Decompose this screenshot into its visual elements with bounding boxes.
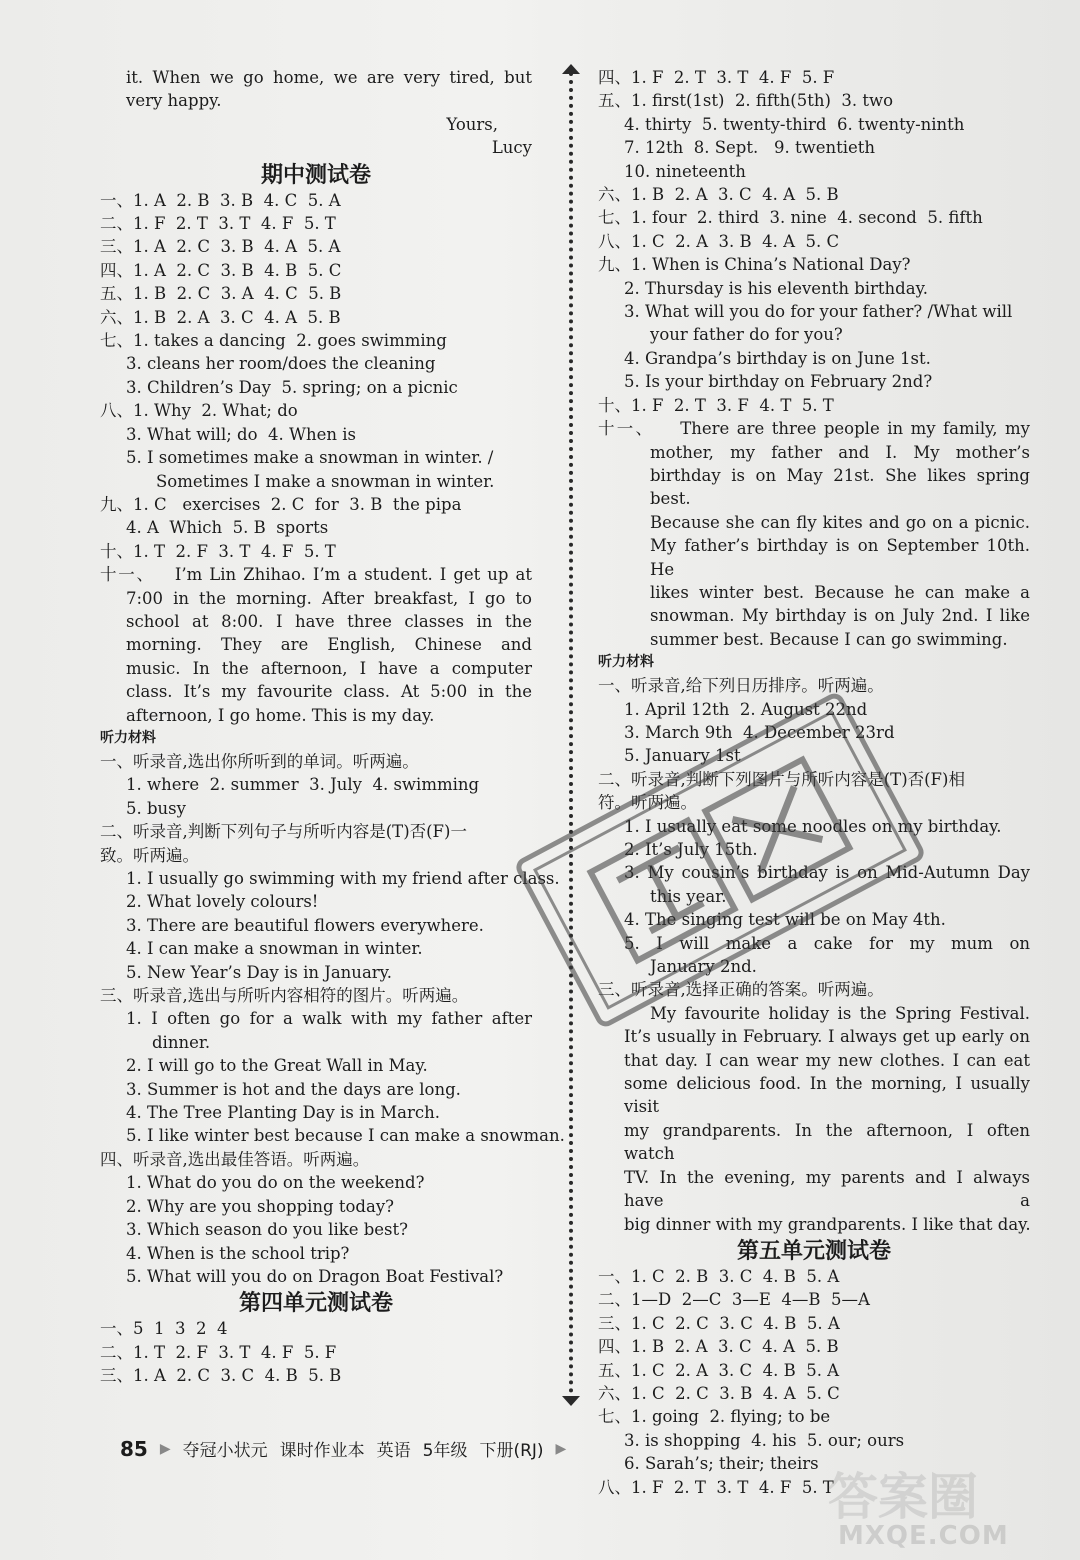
volume: 下册(RJ): [479, 1441, 544, 1461]
essay-line: class. It’s my favourite class. At 5:00 in the: [126, 682, 532, 702]
footer-arrow-icon: ▶: [159, 1440, 171, 1457]
footer-arrow-icon: ▶: [555, 1440, 567, 1457]
answer-line: 九、1. C exercises 2. C for 3. B the pipa: [100, 494, 462, 514]
answer-line: 3. cleans her room/does the cleaning: [126, 354, 436, 374]
right-column: [598, 66, 1030, 1499]
listening-line: 5. What will you do on Dragon Boat Festival?: [126, 1266, 504, 1286]
answer-line: 七、1. going 2. flying; to be: [598, 1407, 831, 1427]
column-divider: [569, 72, 573, 1402]
answer-line: 5. I sometimes make a snowman in winter. /: [126, 448, 494, 468]
watermark-url: MXQE.COM: [838, 1521, 1009, 1551]
listening-line: 3. Summer is hot and the days are long.: [126, 1079, 461, 1099]
listening-heading: 符。听两遍。: [598, 793, 697, 813]
essay-line: afternoon, I go home. This is my day.: [126, 705, 435, 725]
listening-line: 1. where 2. summer 3. July 4. swimming: [126, 775, 480, 795]
intro-line: it. When we go home, we are very tired, but: [126, 68, 532, 87]
answer-line: 五、1. B 2. C 3. A 4. C 5. B: [100, 284, 342, 304]
listening-line: 5. I like winter best because I can make a snowman.: [126, 1126, 565, 1146]
writing-answer: [598, 417, 1030, 651]
answer-line: 八、1. C 2. A 3. B 4. A 5. C: [598, 231, 840, 251]
essay-line: likes winter best. Because he can make a: [650, 582, 1030, 602]
listening-title: 听力材料: [100, 729, 156, 746]
answer-line: 5. Is your birthday on February 2nd?: [624, 372, 933, 392]
listening-line: 3. March 9th 4. December 23rd: [624, 722, 895, 742]
answer-line: 二、1—D 2—C 3—E 4—B 5—A: [598, 1290, 870, 1310]
answer-line: 4. A Which 5. B sports: [126, 518, 329, 538]
answer-line: 六、1. B 2. A 3. C 4. A 5. B: [100, 307, 341, 327]
closing-yours: Yours,: [446, 114, 498, 134]
answer-line: 四、1. A 2. C 3. B 4. B 5. C: [100, 260, 342, 280]
unit4-title: 第四单元测试卷: [238, 1291, 393, 1317]
listening-line: 3. There are beautiful flowers everywhere.: [126, 915, 484, 935]
watermark-logo: 答案圈: [828, 1468, 978, 1526]
listening-line: 4. I can make a snowman in winter.: [126, 939, 423, 959]
listening-line: 2. It’s July 15th.: [624, 840, 758, 859]
answer-line: 八、1. F 2. T 3. T 4. F 5. T: [598, 1477, 834, 1497]
listening-heading: 三、听录音,选择正确的答案。听两遍。: [598, 980, 884, 1000]
essay-line: I’m Lin Zhihao. I’m a student. I get up at: [174, 565, 532, 585]
answer-line: 4. thirty 5. twenty-third 6. twenty-ninth: [624, 114, 965, 134]
answer-line: 八、1. Why 2. What; do: [100, 401, 298, 421]
essay-line: mother, my father and I. My mother’s: [650, 442, 1030, 462]
listening-heading: 二、听录音,判断下列句子与所听内容是(T)否(F)一: [100, 822, 467, 842]
book-series: 课时作业本: [279, 1441, 365, 1461]
page-footer: [120, 1436, 566, 1461]
listening-line: 5. I will make a cake for my mum on: [624, 933, 1030, 953]
answer-line: 4. Grandpa’s birthday is on June 1st.: [624, 348, 931, 368]
listening-line: TV. In the evening, my parents and I always have a: [624, 1167, 1030, 1211]
essay-line: 7:00 in the morning. After breakfast, I go to: [126, 588, 532, 608]
listening-line: this year.: [650, 886, 727, 906]
answer-line: 十、1. F 2. T 3. F 4. T 5. T: [598, 395, 834, 415]
answer-line: 一、1. C 2. B 3. C 4. B 5. A: [598, 1266, 840, 1286]
answer-line: 六、1. C 2. C 3. B 4. A 5. C: [598, 1383, 840, 1403]
answer-line: 10. nineteenth: [624, 161, 746, 181]
answer-line: Sometimes I make a snowman in winter.: [156, 471, 495, 491]
answer-line: 六、1. B 2. A 3. C 4. A 5. B: [598, 185, 839, 205]
answer-line: 二、1. F 2. T 3. T 4. F 5. T: [100, 214, 336, 234]
essay-line: school at 8:00. I have three classes in the: [126, 611, 532, 631]
essay-line: snowman. My birthday is on July 2nd. I like: [650, 606, 1030, 626]
listening-line: 2. What lovely colours!: [126, 892, 319, 912]
listening-line: 5. New Year’s Day is in January.: [126, 962, 393, 982]
left-column: [100, 66, 565, 1388]
unit5-title: 第五单元测试卷: [736, 1238, 891, 1264]
answer-line: 三、1. A 2. C 3. C 4. B 5. B: [100, 1366, 342, 1386]
listening-heading: 致。听两遍。: [100, 845, 199, 865]
essay-line: morning. They are English, Chinese and: [126, 635, 532, 655]
answer-line: 四、1. F 2. T 3. T 4. F 5. F: [598, 68, 835, 87]
listening-line: 1. What do you do on the weekend?: [126, 1173, 425, 1193]
answer-line: 五、1. C 2. A 3. C 4. B 5. A: [598, 1360, 840, 1380]
answer-line: 四、1. B 2. A 3. C 4. A 5. B: [598, 1337, 839, 1357]
essay-line: There are three people in my family, my: [680, 419, 1030, 439]
essay-line: summer best. Because I can go swimming.: [650, 629, 1008, 649]
listening-line: 4. The singing test will be on May 4th.: [624, 910, 946, 930]
subject: 英语: [376, 1441, 411, 1461]
listening-line: 4. The Tree Planting Day is in March.: [126, 1103, 440, 1123]
listening-line: 1. I often go for a walk with my father after: [126, 1009, 532, 1029]
closing-name: Lucy: [491, 138, 532, 158]
listening-heading: 一、听录音,给下列日历排序。听两遍。: [598, 676, 884, 696]
listening-line: big dinner with my grandparents. I like that day.: [624, 1214, 1031, 1234]
divider-arrow-bottom: [562, 1396, 580, 1406]
listening-line: 2. I will go to the Great Wall in May.: [126, 1056, 428, 1076]
page-number: 85: [120, 1436, 148, 1461]
essay-line: music. In the afternoon, I have a computer: [126, 658, 532, 678]
listening-line: 1. I usually go swimming with my friend after class.: [126, 869, 560, 888]
answer-line: 3. Children’s Day 5. spring; on a picnic: [126, 377, 458, 397]
intro-line: very happy.: [126, 91, 222, 111]
listening-line: dinner.: [152, 1032, 211, 1052]
answer-line: 一、5 1 3 2 4: [100, 1319, 228, 1339]
question-label: 十一、: [598, 419, 655, 439]
grade: 5年级: [422, 1441, 468, 1461]
writing-answer: [100, 563, 532, 727]
listening-line: 4. When is the school trip?: [126, 1243, 350, 1263]
listening-title: 听力材料: [598, 654, 654, 671]
listening-line: It’s usually in February. I always get up early on: [624, 1027, 1030, 1047]
listening-line: some delicious food. In the morning, I usually visit: [624, 1074, 1030, 1117]
listening-heading: 三、听录音,选出与所听内容相符的图片。听两遍。: [100, 986, 469, 1006]
answer-line: 3. What will you do for your father? /What will: [624, 302, 1013, 322]
essay-line: My father’s birthday is on September 10th. He: [650, 536, 1030, 579]
listening-line: January 2nd.: [650, 957, 757, 977]
answer-line: 二、1. T 2. F 3. T 4. F 5. F: [100, 1342, 337, 1362]
listening-heading: 四、听录音,选出最佳答语。听两遍。: [100, 1149, 370, 1169]
answer-line: 七、1. takes a dancing 2. goes swimming: [100, 331, 447, 351]
answer-line: 一、1. A 2. B 3. B 4. C 5. A: [100, 190, 341, 210]
answer-line: 七、1. four 2. third 3. nine 4. second 5. fifth: [598, 208, 983, 228]
answer-line: 五、1. first(1st) 2. fifth(5th) 3. two: [598, 91, 894, 111]
answer-line: 十、1. T 2. F 3. T 4. F 5. T: [100, 541, 336, 561]
answer-line: 三、1. C 2. C 3. C 4. B 5. A: [598, 1313, 840, 1333]
listening-line: my grandparents. In the afternoon, I often watch: [624, 1120, 1030, 1164]
listening-line: 3. Which season do you like best?: [126, 1220, 409, 1240]
answer-line: 2. Thursday is his eleventh birthday.: [624, 278, 928, 298]
answer-line: 3. What will; do 4. When is: [126, 424, 356, 444]
listening-line: My favourite holiday is the Spring Festival.: [650, 1003, 1030, 1023]
listening-heading: 二、听录音,判断下列图片与所听内容是(T)否(F)相: [598, 769, 965, 789]
listening-heading: 一、听录音,选出你所听到的单词。听两遍。: [100, 751, 419, 771]
answer-line: 三、1. A 2. C 3. B 4. A 5. A: [100, 237, 341, 257]
answer-line: 6. Sarah’s; their; theirs: [624, 1454, 819, 1474]
listening-line: 3. My cousin’s birthday is on Mid-Autumn Day: [624, 863, 1030, 883]
listening-line: 1. I usually eat some noodles on my birthday.: [624, 816, 1002, 836]
midterm-title: 期中测试卷: [260, 162, 371, 188]
listening-line: 5. January 1st: [624, 746, 741, 766]
question-label: 十一、: [100, 565, 155, 585]
essay-line: birthday is on May 21st. She likes spring best.: [650, 465, 1030, 509]
book-name: 夺冠小状元: [182, 1441, 268, 1461]
answer-line: 7. 12th 8. Sept. 9. twentieth: [624, 138, 876, 158]
listening-line: 2. Why are you shopping today?: [126, 1196, 394, 1216]
listening-line: 1. April 12th 2. August 22nd: [624, 699, 868, 719]
answer-line: 3. is shopping 4. his 5. our; ours: [624, 1430, 905, 1450]
listening-line: that day. I can wear my new clothes. I can eat: [624, 1050, 1030, 1070]
site-watermark: [818, 1455, 1068, 1555]
answer-line: 九、1. When is China’s National Day?: [598, 255, 911, 275]
listening-line: 5. busy: [126, 798, 186, 818]
essay-line: Because she can fly kites and go on a picnic.: [650, 512, 1030, 532]
answer-line: your father do for you?: [650, 325, 843, 345]
